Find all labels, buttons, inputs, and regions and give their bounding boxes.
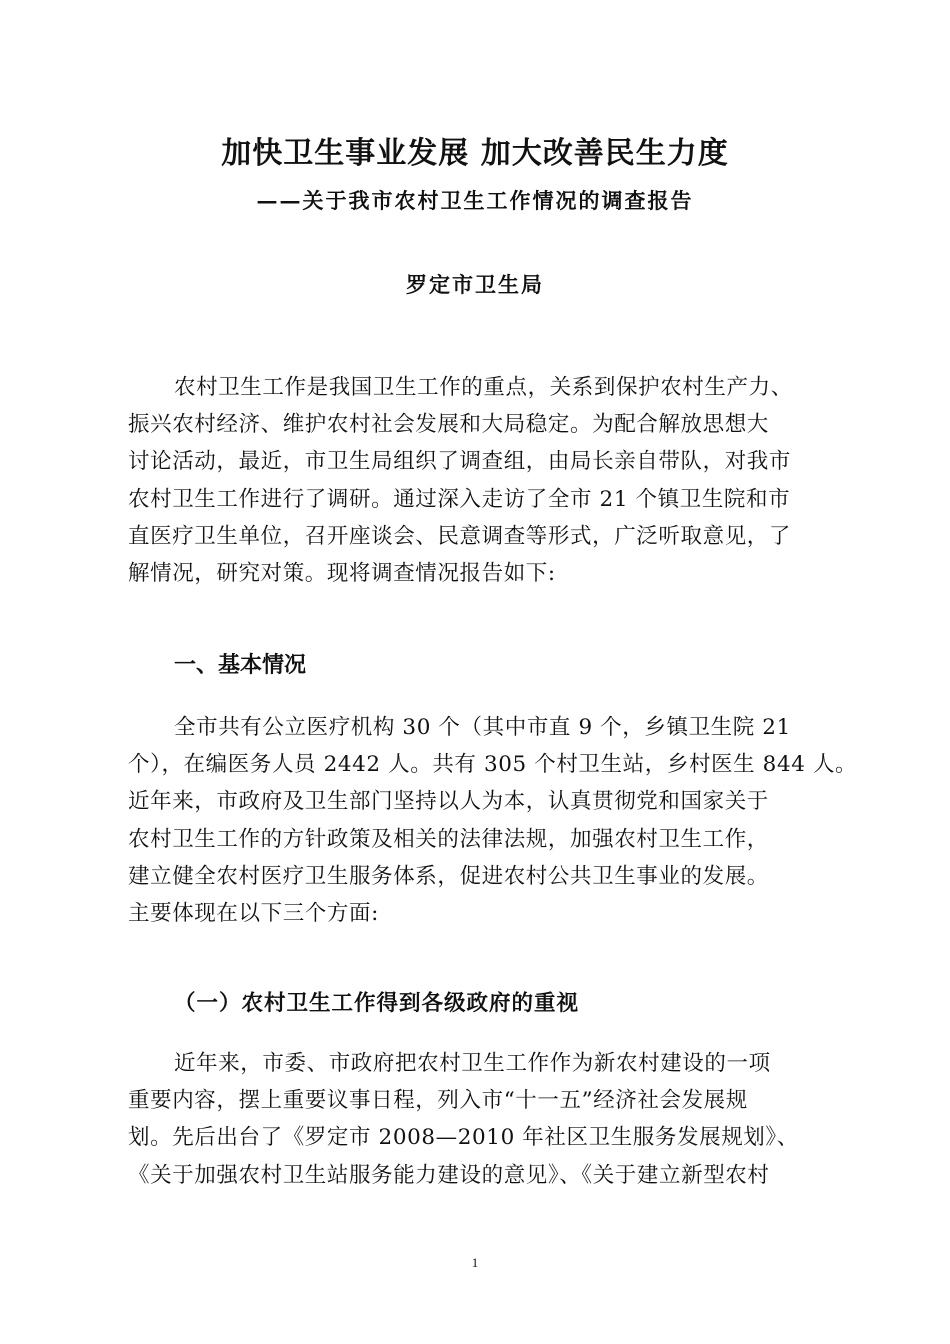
subsection-heading: （一）农村卫生工作得到各级政府的重视 [174, 991, 580, 1016]
section-heading: 一、基本情况 [174, 653, 307, 678]
paragraph-line: 近年来，市委、市政府把农村卫生工作作为新农村建设的一项 [174, 1051, 771, 1076]
paragraph-line: 主要体现在以下三个方面: [128, 900, 379, 926]
paragraph-line: 农村卫生工作的方针政策及相关的法律法规，加强农村卫生工作， [128, 826, 769, 852]
subsection1-paragraph [128, 1045, 828, 1194]
document-subtitle: ——关于我市农村卫生工作情况的调查报告 [256, 188, 694, 213]
document-author: 罗定市卫生局 [406, 272, 544, 297]
paragraph-line: 振兴农村经济、维护农村社会发展和大局稳定。为配合解放思想大 [128, 412, 769, 438]
paragraph-line: 重要内容，摆上重要议事日程，列入市“十一五”经济社会发展规 [128, 1088, 748, 1114]
paragraph-line: 近年来，市政府及卫生部门坚持以人为本，认真贯彻党和国家关于 [128, 789, 769, 815]
paragraph-line: 个），在编医务人员 2442 人。共有 305 个村卫生站，乡村医生 844 人。 [128, 752, 858, 778]
paragraph-line: 建立健全农村医疗卫生服务体系，促进农村公共卫生事业的发展。 [128, 863, 769, 889]
document-title: 加快卫生事业发展 加大改善民生力度 [221, 136, 729, 171]
paragraph-line: 农村卫生工作进行了调研。通过深入走访了全市 21 个镇卫生院和市 [128, 486, 791, 512]
paragraph-line: 解情况，研究对策。现将调查情况报告如下: [128, 560, 556, 586]
section1-paragraph [128, 709, 858, 932]
paragraph-line: 全市共有公立医疗机构 30 个（其中市直 9 个，乡镇卫生院 21 [174, 715, 791, 740]
paragraph-line: 直医疗卫生单位，召开座谈会、民意调查等形式，广泛听取意见，了 [128, 523, 792, 549]
paragraph-line: 划。先后出台了《罗定市 2008—2010 年社区卫生服务发展规划》、 [128, 1125, 799, 1151]
intro-paragraph [128, 369, 828, 592]
paragraph-line: 农村卫生工作是我国卫生工作的重点，关系到保护农村生产力、 [174, 375, 793, 400]
paragraph-line: 《关于加强农村卫生站服务能力建设的意见》、《关于建立新型农村 [128, 1162, 770, 1188]
paragraph-line: 讨论活动，最近，市卫生局组织了调查组，由局长亲自带队，对我市 [128, 449, 792, 475]
page-number: 1 [471, 1255, 479, 1270]
